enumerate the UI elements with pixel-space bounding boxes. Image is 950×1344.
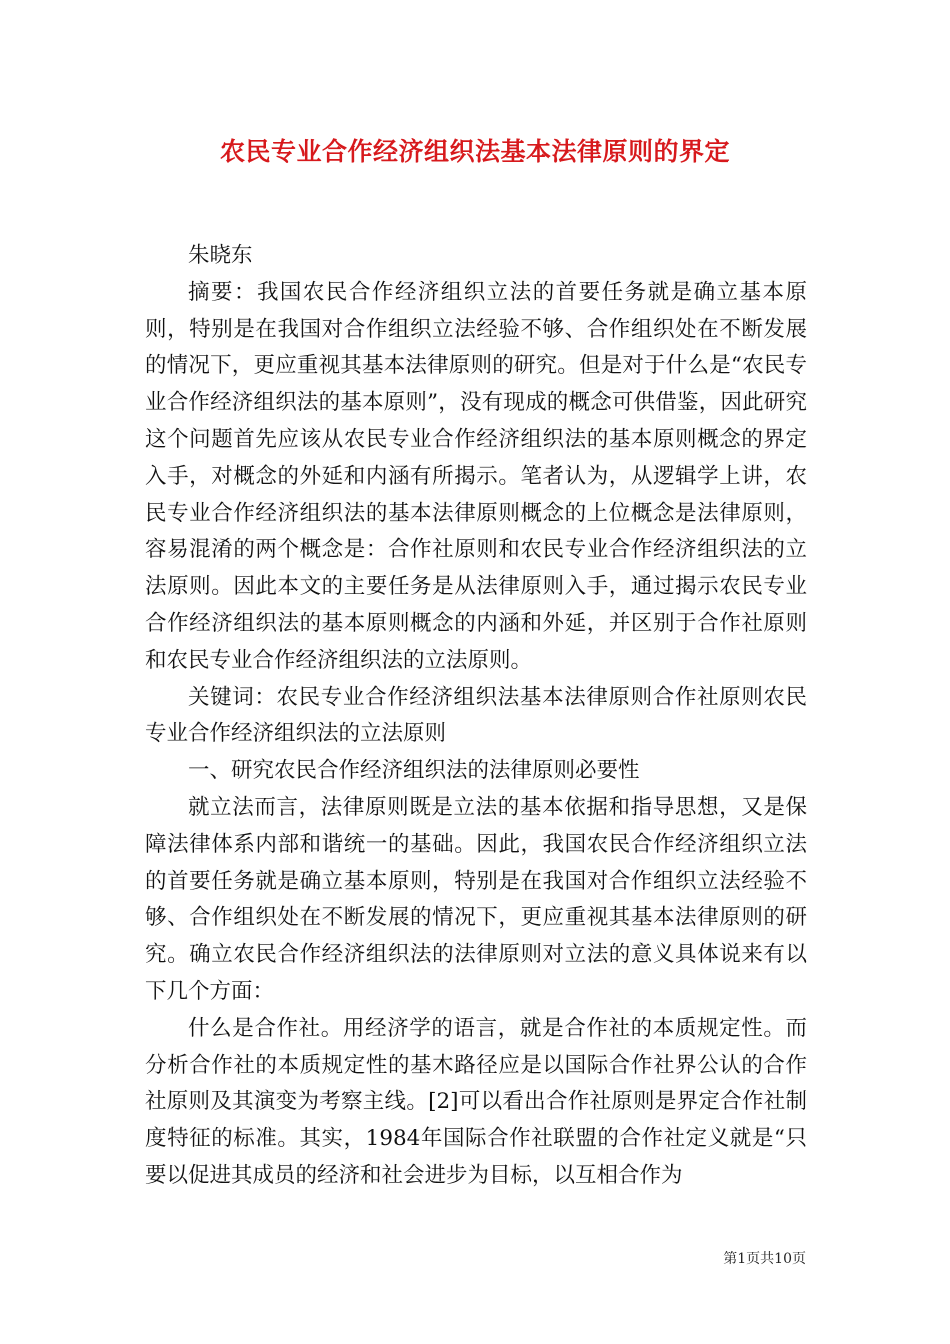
- abstract-paragraph: 摘要：我国农民合作经济组织立法的首要任务就是确立基本原则，特别是在我国对合作组织立法经验不够、合作组织处在不断发展的情况下，更应重视其基本法律原则的研究。但是对于什么是“农民专业合作经济组织法的基本原则”，没有现成的概念可供借鉴，因此研究这个问题首先应该从农民专业合作经济组织法的基本原则概念的界定入手，对概念的外延和内涵有所揭示。笔者认为，从逻辑学上讲，农民专业合作经济组织法的基本法律原则概念的上位概念是法律原则，容易混淆的两个概念是：合作社原则和农民专业合作经济组织法的立法原则。因此本文的主要任务是从法律原则入手，通过揭示农民专业合作经济组织法的基本原则概念的内涵和外延，并区别于合作社原则和农民专业合作经济组织法的立法原则。: [145, 279, 807, 673]
- document-title: 农民专业合作经济组织法基本法律原则的界定: [219, 137, 730, 166]
- keywords-paragraph: 关键词：农民专业合作经济组织法基本法律原则合作社原则农民专业合作经济组织法的立法原则: [145, 684, 807, 747]
- body-paragraph: 就立法而言，法律原则既是立法的基本依据和指导思想，又是保障法律体系内部和谐统一的基础。因此，我国农民合作经济组织立法的首要任务就是确立基本原则，特别是在我国对合作组织立法经验不够、合作组织处在不断发展的情况下，更应重视其基本法律原则的研究。确立农民合作经济组织法的法律原则对立法的意义具体说来有以下几个方面：: [145, 794, 807, 1004]
- document-body: [145, 238, 807, 1195]
- page-number: 第1页共10页: [723, 1251, 806, 1267]
- body-paragraph: 什么是合作社。用经济学的语言，就是合作社的本质规定性。而分析合作社的本质规定性的基木路径应是以国际合作社界公认的合作社原则及其演变为考察主线。[2]可以看出合作社原则是界定合作社制度特征的标准。其实，1984年国际合作社联盟的合作社定义就是“只要以促进其成员的经济和社会进步为目标，以互相合作为: [145, 1015, 807, 1188]
- author-name: 朱晓东: [188, 243, 253, 268]
- section-heading: 一、研究农民合作经济组织法的法律原则必要性: [188, 758, 640, 784]
